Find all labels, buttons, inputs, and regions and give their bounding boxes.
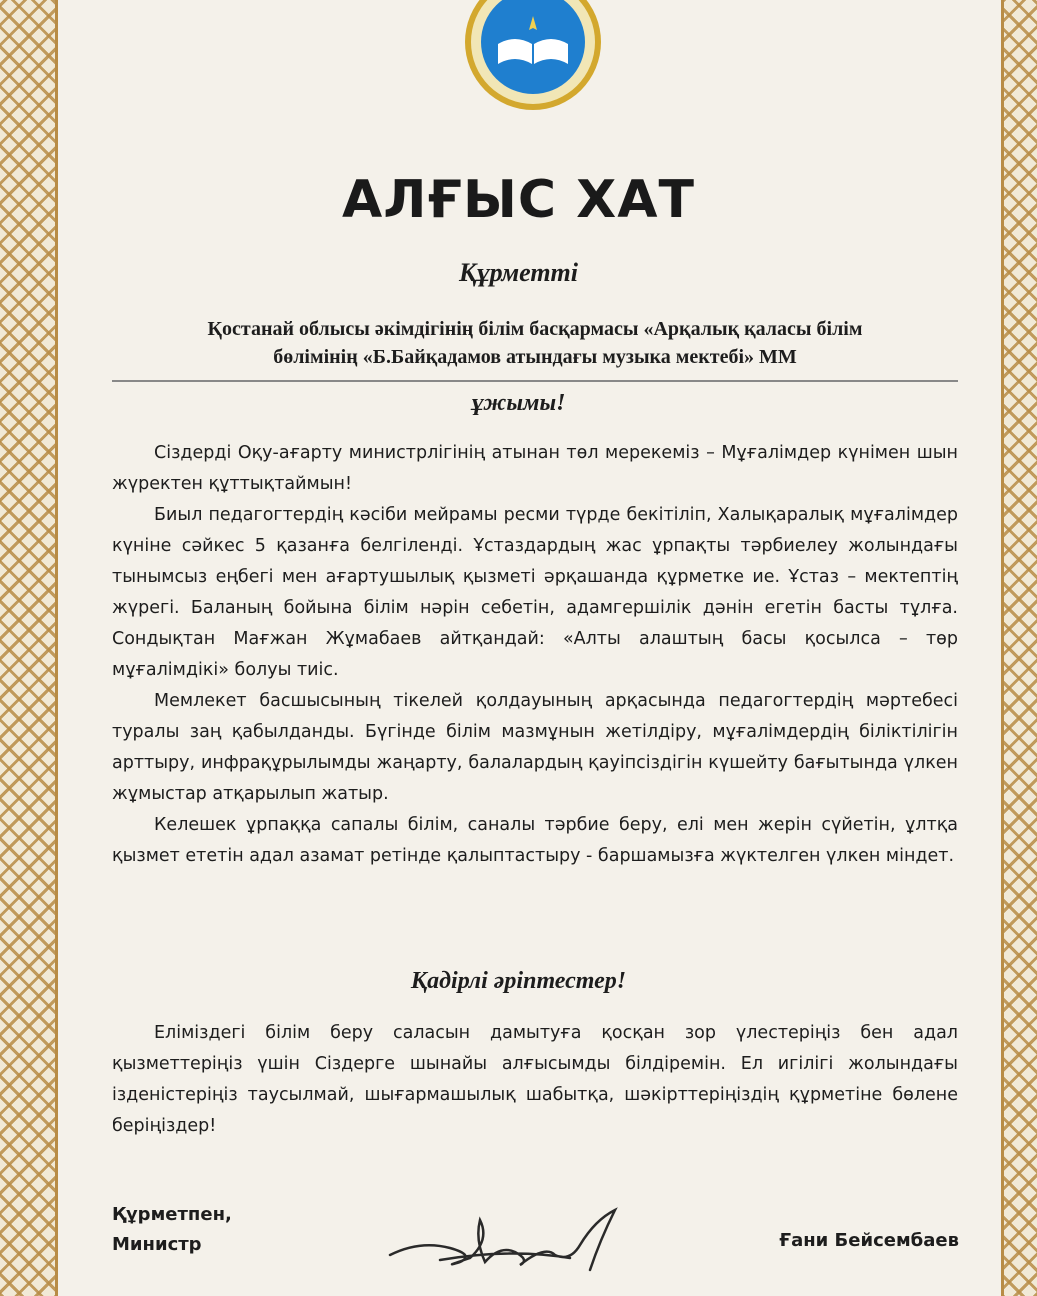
paragraph: Мемлекет басшысының тікелей қолдауының арқасында педагогтердің мәртебесі туралы заң қабылданды. Бүгінде білім мазмұнын жетілдіру, мұғалімдердің біліктілігін арттыру, инфрақұрылымды жаңарту, балалардың қауіпсіздігін күшейту бағытында үлкен жұмыстар атқарылып жатыр. <box>112 691 958 804</box>
salutation: Құрметті <box>458 258 579 287</box>
collective-label: ұжымы! <box>471 390 566 416</box>
paragraph: Келешек ұрпаққа сапалы білім, саналы тәрбие беру, елі мен жерін сүйетін, ұлтқа қызмет ететін адал азамат ретінде қалыптастыру - баршамызға жүктелген үлкен міндет. <box>112 815 958 866</box>
divider-line <box>112 380 958 382</box>
recipient-line-2: бөлімінің «Б.Байқадамов атындағы музыка мектебі» ММ <box>273 346 797 368</box>
paragraph: Биыл педагогтердің кәсіби мейрамы ресми түрде бекітіліп, Халықаралық мұғалімдер күніне сәйкес 5 қазанға белгіленді. Ұстаздардың жас ұрпақты тәрбиелеу жолындағы тынымсыз еңбегі мен ағартушылық қызметі әрқашанда құрметке ие. Ұстаз – мектептің жүрегі. Баланың бойына білім нәрін себетін, адамгершілік дәнін егетін басты тұлға. Сондықтан Мағжан Жұмабаев айтқандай: «Алты алаштың басы қосылса – төр мұғалімдікі» болуы тиіс. <box>112 505 958 680</box>
closing-title: Министр <box>112 1234 202 1255</box>
letter-closing-body <box>112 1018 958 1142</box>
paragraph: Еліміздегі білім беру саласын дамытуға қосқан зор үлестеріңіз бен адал қызметтеріңіз үшін Сіздерге шынайы алғысымды білдіремін. Ел игілігі жолындағы ізденістеріңіз таусылмай, шығармашылық шабытқа, шәкірттеріңіздің құрметіне бөлене беріңіздер! <box>112 1023 958 1136</box>
signature-icon <box>380 1200 640 1290</box>
recipient-line-1: Қостанай облысы әкімдігінің білім басқармасы «Арқалық қаласы білім <box>207 318 863 340</box>
closing-respect: Құрметпен, <box>112 1204 232 1225</box>
letter-body <box>112 438 958 872</box>
closing-block <box>112 1200 232 1260</box>
ministry-emblem-icon <box>462 0 604 112</box>
recipient <box>110 315 960 371</box>
colleagues-greeting: Қадірлі әріптестер! <box>410 968 627 994</box>
paragraph: Сіздерді Оқу-ағарту министрлігінің атынан төл мерекеміз – Мұғалімдер күнімен шын жүректен құттықтаймын! <box>112 443 958 494</box>
signer-name: Ғани Бейсембаев <box>779 1230 959 1251</box>
letter-title: АЛҒЫС ХАТ <box>342 170 695 230</box>
